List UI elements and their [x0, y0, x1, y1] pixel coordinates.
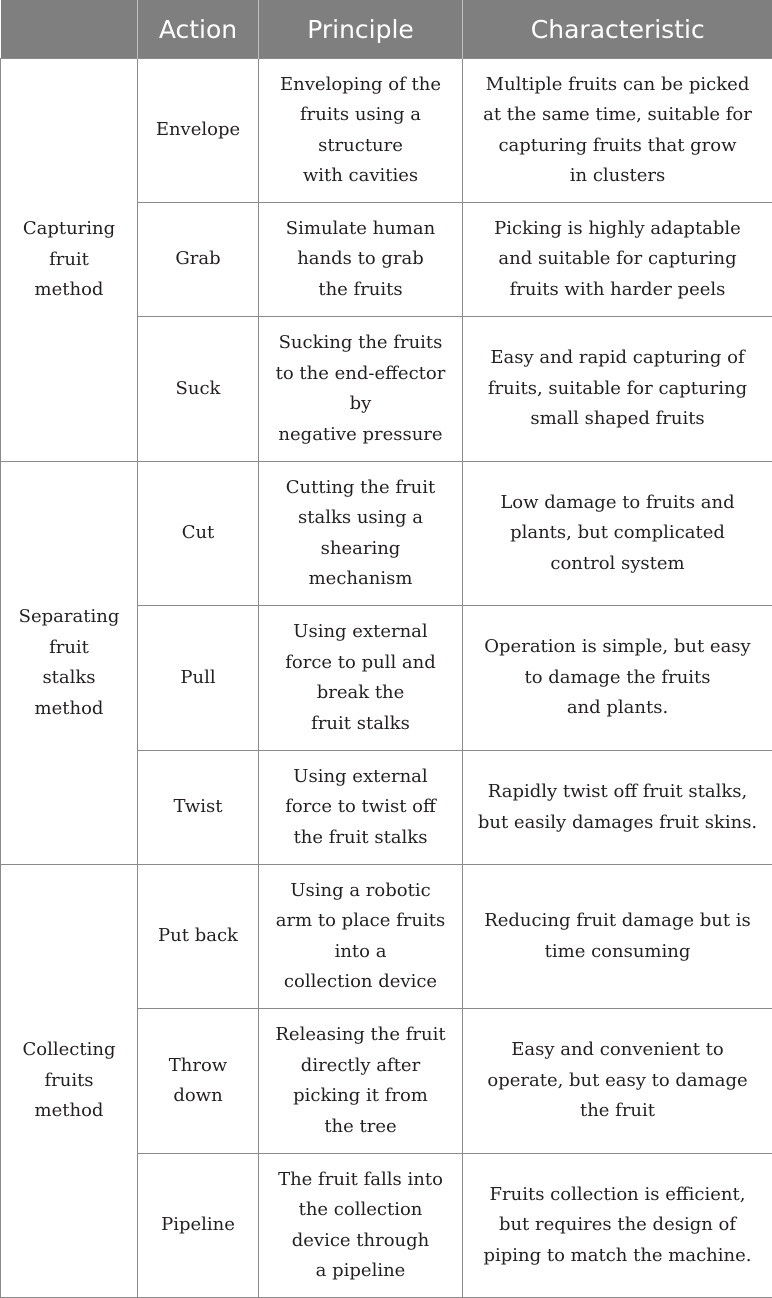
header-action: Action [138, 0, 259, 59]
action-cell: Cut [138, 462, 259, 606]
action-cell: Twist [138, 751, 259, 865]
table-row [1, 59, 772, 203]
characteristic-cell: Reducing fruit damage but is time consuming [463, 865, 772, 1009]
characteristic-cell: Easy and rapid capturing of fruits, suitable for capturing small shaped fruits [463, 317, 772, 462]
principle-cell: Releasing the fruit directly after picking it from the tree [259, 1009, 463, 1154]
characteristic-cell: Operation is simple, but easy to damage the fruits and plants. [463, 606, 772, 751]
action-cell: Put back [138, 865, 259, 1009]
characteristic-cell: Easy and convenient to operate, but easy to damage the fruit [463, 1009, 772, 1154]
principle-cell: Using external force to pull and break the fruit stalks [259, 606, 463, 751]
header-row [1, 0, 772, 59]
table-row [1, 462, 772, 606]
header-principle: Principle [259, 0, 463, 59]
header-characteristic: Characteristic [463, 0, 772, 59]
principle-cell: The fruit falls into the collection device through a pipeline [259, 1154, 463, 1298]
table-row [1, 865, 772, 1009]
principle-cell: Using a robotic arm to place fruits into a collection device [259, 865, 463, 1009]
characteristic-cell: Fruits collection is efficient, but requires the design of piping to match the machine. [463, 1154, 772, 1298]
group-label-separating: Separating fruit stalks method [1, 462, 138, 865]
principle-cell: Enveloping of the fruits using a structure with cavities [259, 59, 463, 203]
principle-cell: Cutting the fruit stalks using a shearing mechanism [259, 462, 463, 606]
action-cell: Suck [138, 317, 259, 462]
principle-cell: Simulate human hands to grab the fruits [259, 203, 463, 317]
group-label-capturing: Capturing fruit method [1, 59, 138, 462]
action-cell: Envelope [138, 59, 259, 203]
characteristic-cell: Low damage to fruits and plants, but complicated control system [463, 462, 772, 606]
principle-cell: Sucking the fruits to the end-effector by negative pressure [259, 317, 463, 462]
action-cell: Pipeline [138, 1154, 259, 1298]
action-cell: Throw down [138, 1009, 259, 1154]
header-blank [1, 0, 138, 59]
action-cell: Pull [138, 606, 259, 751]
characteristic-cell: Multiple fruits can be picked at the same time, suitable for capturing fruits that grow in clusters [463, 59, 772, 203]
characteristic-cell: Rapidly twist off fruit stalks, but easily damages fruit skins. [463, 751, 772, 865]
action-cell: Grab [138, 203, 259, 317]
characteristic-cell: Picking is highly adaptable and suitable for capturing fruits with harder peels [463, 203, 772, 317]
principle-cell: Using external force to twist off the fruit stalks [259, 751, 463, 865]
group-label-collecting: Collecting fruits method [1, 865, 138, 1298]
